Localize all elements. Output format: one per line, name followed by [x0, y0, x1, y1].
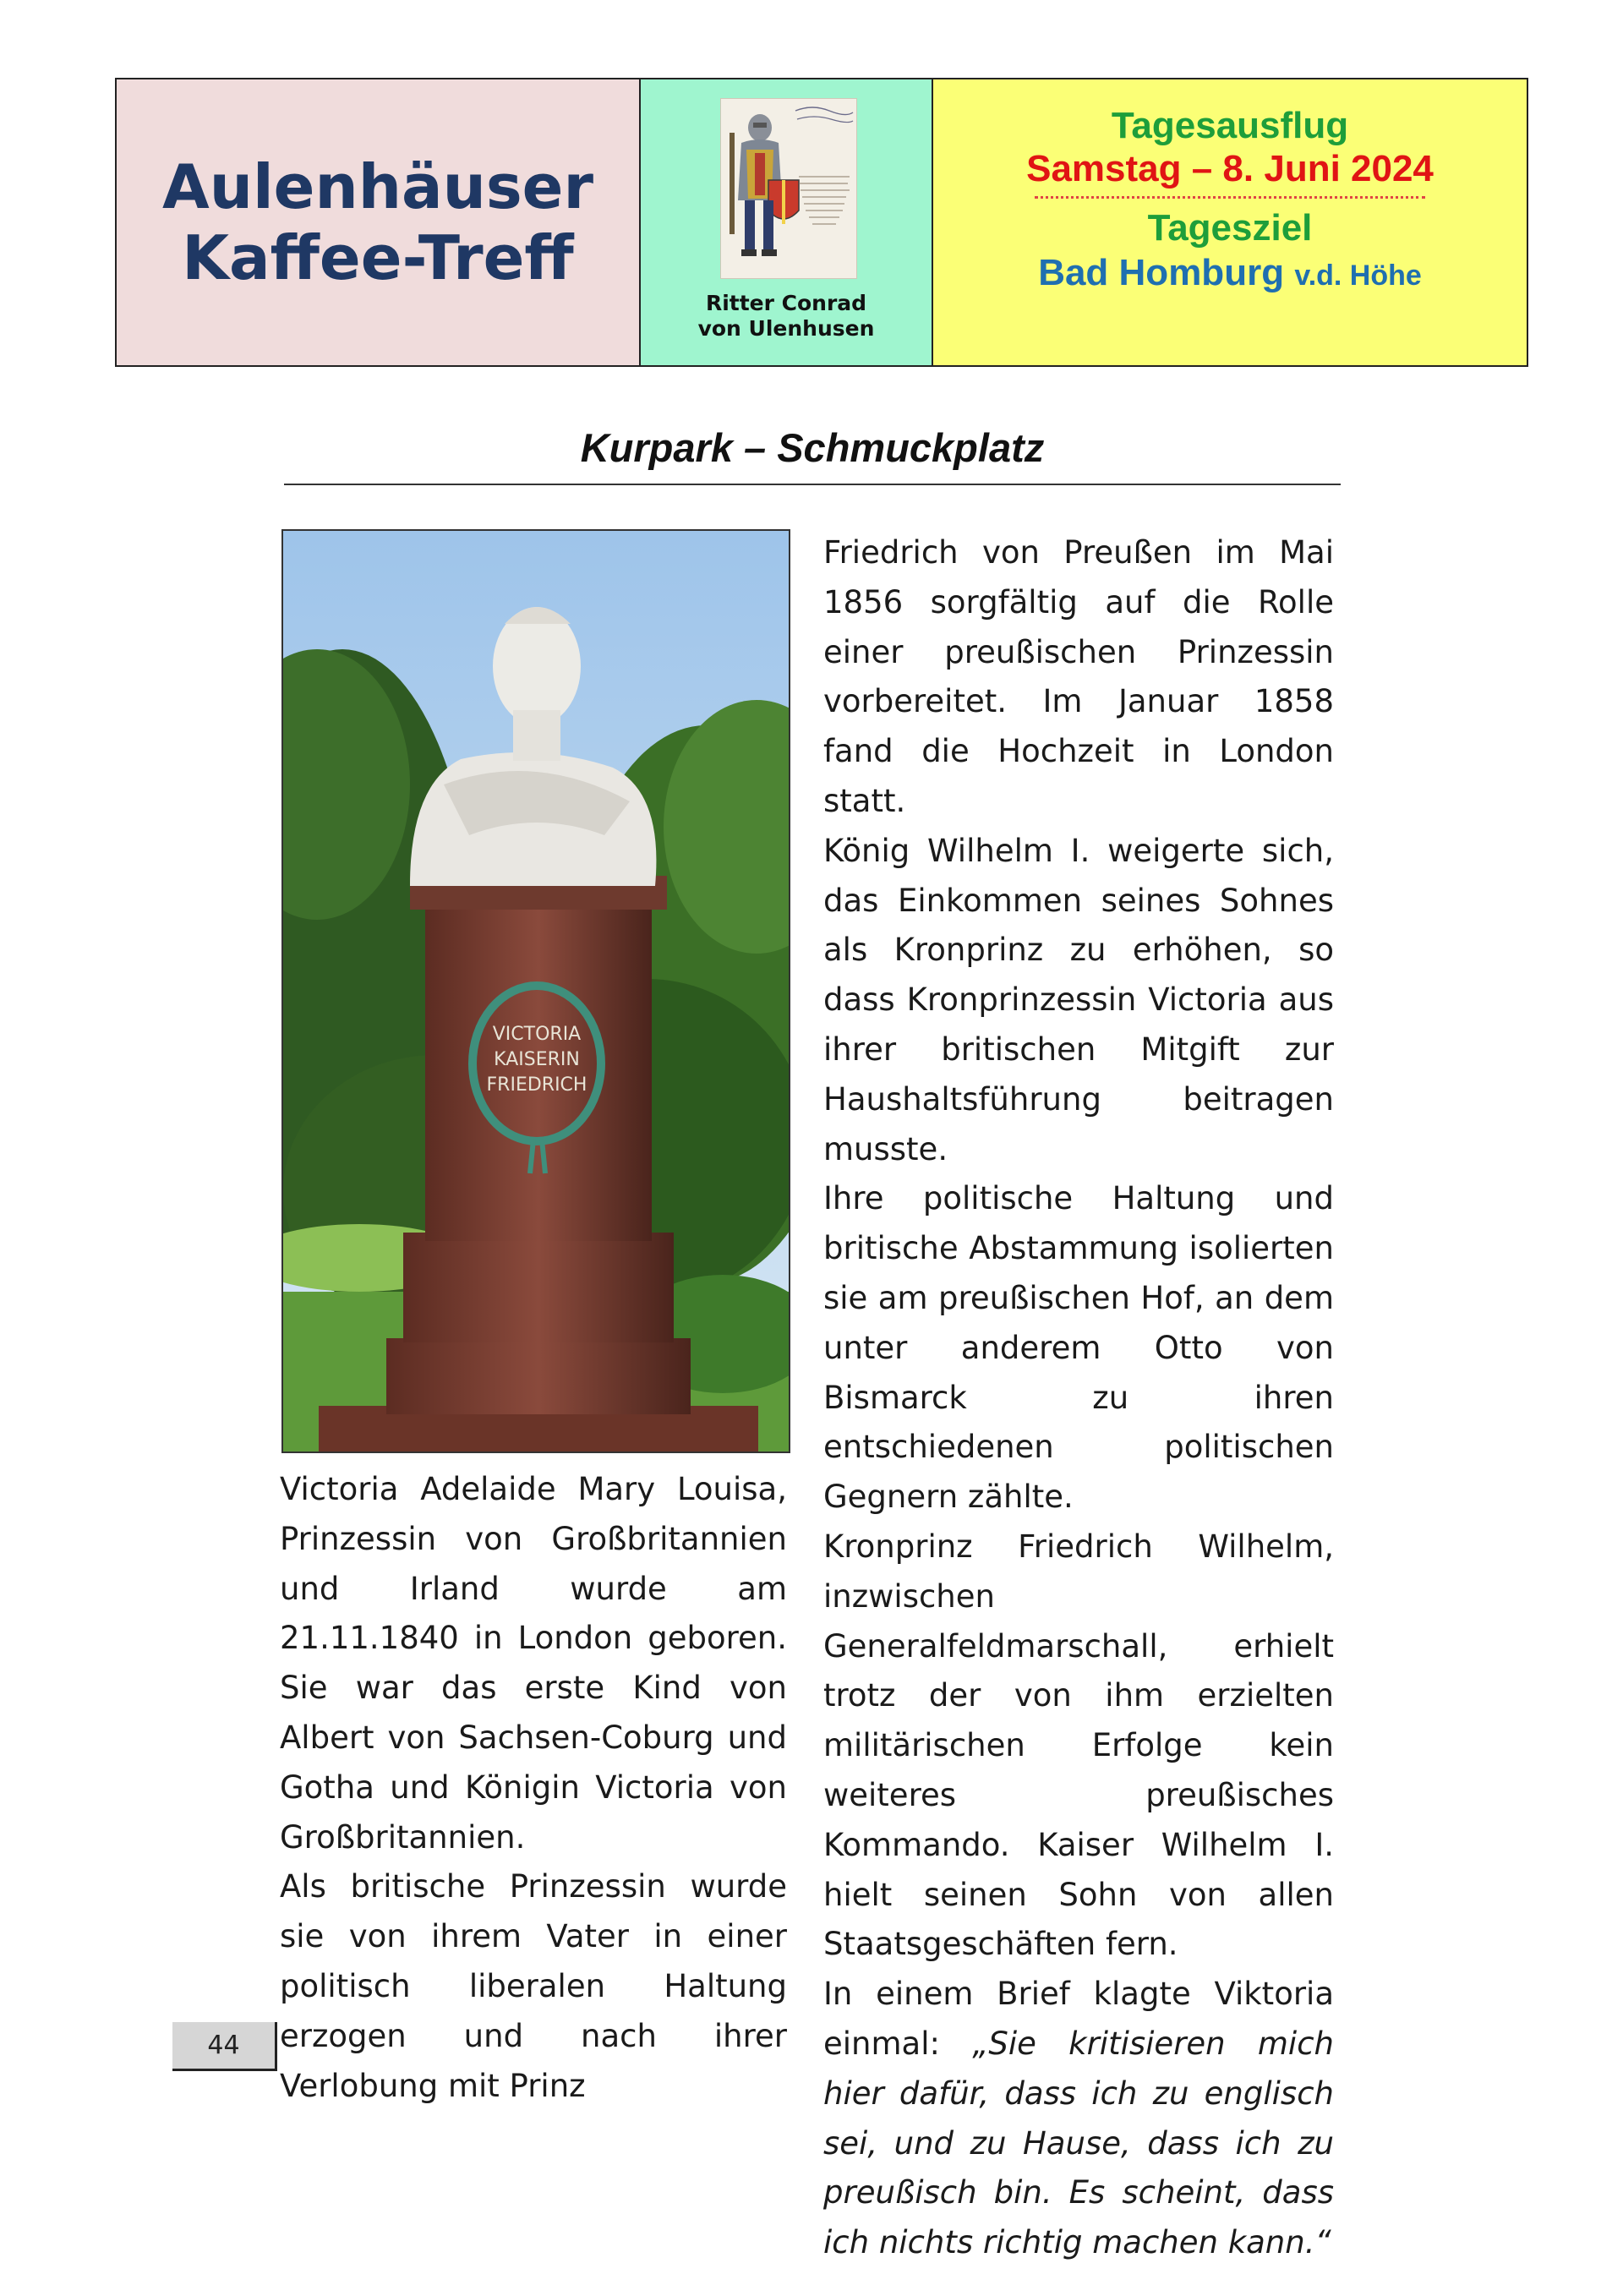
event-divider — [1035, 196, 1425, 199]
destination — [933, 251, 1527, 298]
article-paragraph: Friedrich von Preußen im Mai 1856 sorgfältig auf die Rolle einer preußischen Prinzessin vorbereitet. Im Januar 1858 fand die Hochzeit in London statt. — [823, 534, 1334, 819]
crest-caption — [641, 291, 932, 342]
crest-cell — [641, 79, 933, 365]
plaque-line1: VICTORIA — [492, 1024, 582, 1045]
crest-caption-line2: von Ulenhusen — [697, 316, 875, 341]
event-date: Samstag – 8. Juni 2024 — [1026, 148, 1434, 189]
article-paragraph: Kronprinz Friedrich Wilhelm, inzwischen Generalfeldmarschall, erhielt trotz der von ihm erzielten militärischen Erfolge kein weiteres preußisches Kommando. Kaiser Wilhelm I. hielt seinen Sohn von allen Staatsgeschäften fern. — [823, 1528, 1334, 1963]
plaque-line2: KAISERIN — [494, 1049, 580, 1070]
article-paragraph: Victoria Adelaide Mary Louisa, Prinzessin von Großbritannien und Irland wurde am 21.11.1840 in London geboren. Sie war das erste Kind von Albert von Sachsen-Coburg und Gotha und Königin Victoria von Großbritannien. — [280, 1471, 787, 1856]
event-info-cell — [933, 79, 1527, 365]
article-paragraph: Ihre politische Haltung und britische Abstammung isolierten sie am preußischen Hof, an dem unter anderem Otto von Bismarck zu ihren entschiedenen politischen Gegnern zählte. — [823, 1180, 1334, 1516]
club-name-line1: Aulenhäuser — [161, 151, 594, 222]
knight-crest-image — [720, 98, 857, 279]
article-quote-paragraph — [823, 1970, 1334, 2268]
article-paragraph: König Wilhelm I. weigerte sich, das Einkommen seines Sohnes als Kronprinz zu erhöhen, so dass Kronprinzessin Victoria aus ihrer britischen Mitgift zur Haushaltsführung beitragen musste. — [823, 832, 1334, 1167]
article-paragraph: Als britische Prinzessin wurde sie von ihrem Vater in einer politisch liberalen Haltung erzogen und nach ihrer Verlobung mit Prinz — [280, 1868, 787, 2104]
title-rule — [284, 484, 1341, 485]
section-title: Kurpark – Schmuckplatz — [580, 425, 1045, 470]
article-left-column — [280, 1465, 787, 2111]
plaque-line3: FRIEDRICH — [486, 1074, 587, 1096]
event-type: Tagesausflug — [1111, 105, 1349, 146]
destination-city: Bad Homburg — [1038, 252, 1285, 293]
destination-suffix: v.d. Höhe — [1294, 260, 1422, 292]
crest-caption-line1: Ritter Conrad — [705, 291, 867, 315]
club-name — [162, 151, 593, 293]
article-right-column — [823, 528, 1334, 2268]
page-number: 44 — [172, 2022, 277, 2071]
quote-text: „Sie kritisieren mich hier dafür, dass ich zu englisch sei, und zu Hause, dass ich zu preußisch bin. Es scheint, dass ich nichts richtig machen kann.“ — [823, 2025, 1334, 2261]
club-name-line2: Kaffee-Treff — [182, 222, 574, 293]
club-name-cell — [117, 79, 641, 365]
header-banner — [115, 78, 1528, 367]
quote-intro: In einem Brief klagte Viktoria einmal: — [823, 1976, 1334, 2062]
destination-label: Tagesziel — [1147, 207, 1313, 249]
monument-photo — [281, 529, 790, 1453]
